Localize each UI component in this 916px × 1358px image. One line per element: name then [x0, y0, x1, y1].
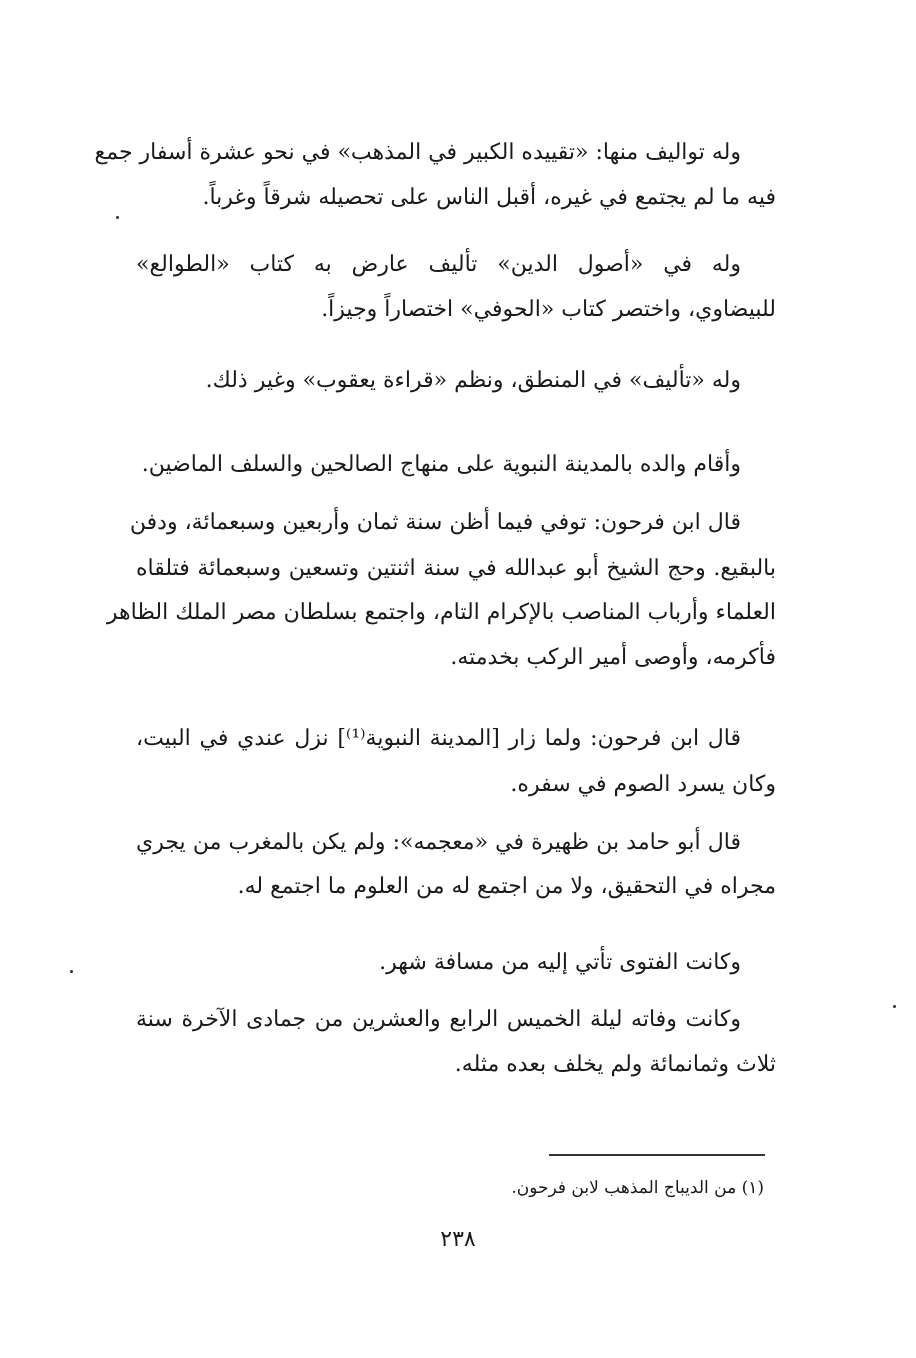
paragraph-7-line-2: مجراه في التحقيق، ولا من اجتمع له من العلوم ما اجتمع له. [237, 874, 776, 899]
paragraph-3-line-1: وله «تأليف» في المنطق، ونظم «قراءة يعقوب» وغير ذلك. [205, 368, 741, 393]
paragraph-9-line-2: ثلاث وثمانمائة ولم يخلف بعده مثله. [454, 1052, 776, 1077]
paragraph-6-line-1: قال ابن فرحون: ولما زار [المدينة النبوية⁽¹⁾] نزل عندي في البيت، [136, 726, 741, 751]
paragraph-1-line-1: وله تواليف منها: «تقييده الكبير في المذهب» في نحو عشرة أسفار جمع [94, 140, 741, 165]
paragraph-5-line-1: قال ابن فرحون: توفي فيما أظن سنة ثمان وأربعين وسبعمائة، ودفن [129, 510, 741, 535]
scan-speck [116, 216, 119, 219]
paragraph-4-line-1: وأقام والده بالمدينة النبوية على منهاج الصالحين والسلف الماضين. [141, 452, 741, 477]
footnote: (١) من الديباج المذهب لابن فرحون. [511, 1178, 764, 1198]
footnote-separator [549, 1154, 765, 1156]
paragraph-1-line-2: فيه ما لم يجتمع في غيره، أقبل الناس على تحصيله شرقاً وغرباً. [202, 185, 776, 210]
page-number: ٢٣٨ [440, 1227, 476, 1252]
paragraph-5-line-4: فأكرمه، وأوصى أمير الركب بخدمته. [450, 645, 776, 670]
paragraph-2-line-1: وله في «أصول الدين» تأليف عارض به كتاب «الطوالع» [136, 252, 741, 277]
scan-speck [893, 1005, 896, 1008]
paragraph-5-line-3: العلماء وأرباب المناصب بالإكرام التام، واجتمع بسلطان مصر الملك الظاهر [106, 600, 776, 625]
paragraph-9-line-1: وكانت وفاته ليلة الخميس الرابع والعشرين من جمادى الآخرة سنة [136, 1007, 741, 1032]
paragraph-2-line-2: للبيضاوي، واختصر كتاب «الحوفي» اختصاراً وجيزاً. [321, 297, 776, 322]
paragraph-8-line-1: وكانت الفتوى تأتي إليه من مسافة شهر. [379, 950, 741, 975]
paragraph-6-line-2: وكان يسرد الصوم في سفره. [510, 772, 776, 797]
paragraph-7-line-1: قال أبو حامد بن ظهيرة في «معجمه»: ولم يكن بالمغرب من يجري [136, 830, 741, 855]
paragraph-5-line-2: بالبقيع. وحج الشيخ أبو عبدالله في سنة اثنتين وتسعين وسبعمائة فتلقاه [136, 556, 776, 581]
scan-speck [70, 970, 73, 973]
